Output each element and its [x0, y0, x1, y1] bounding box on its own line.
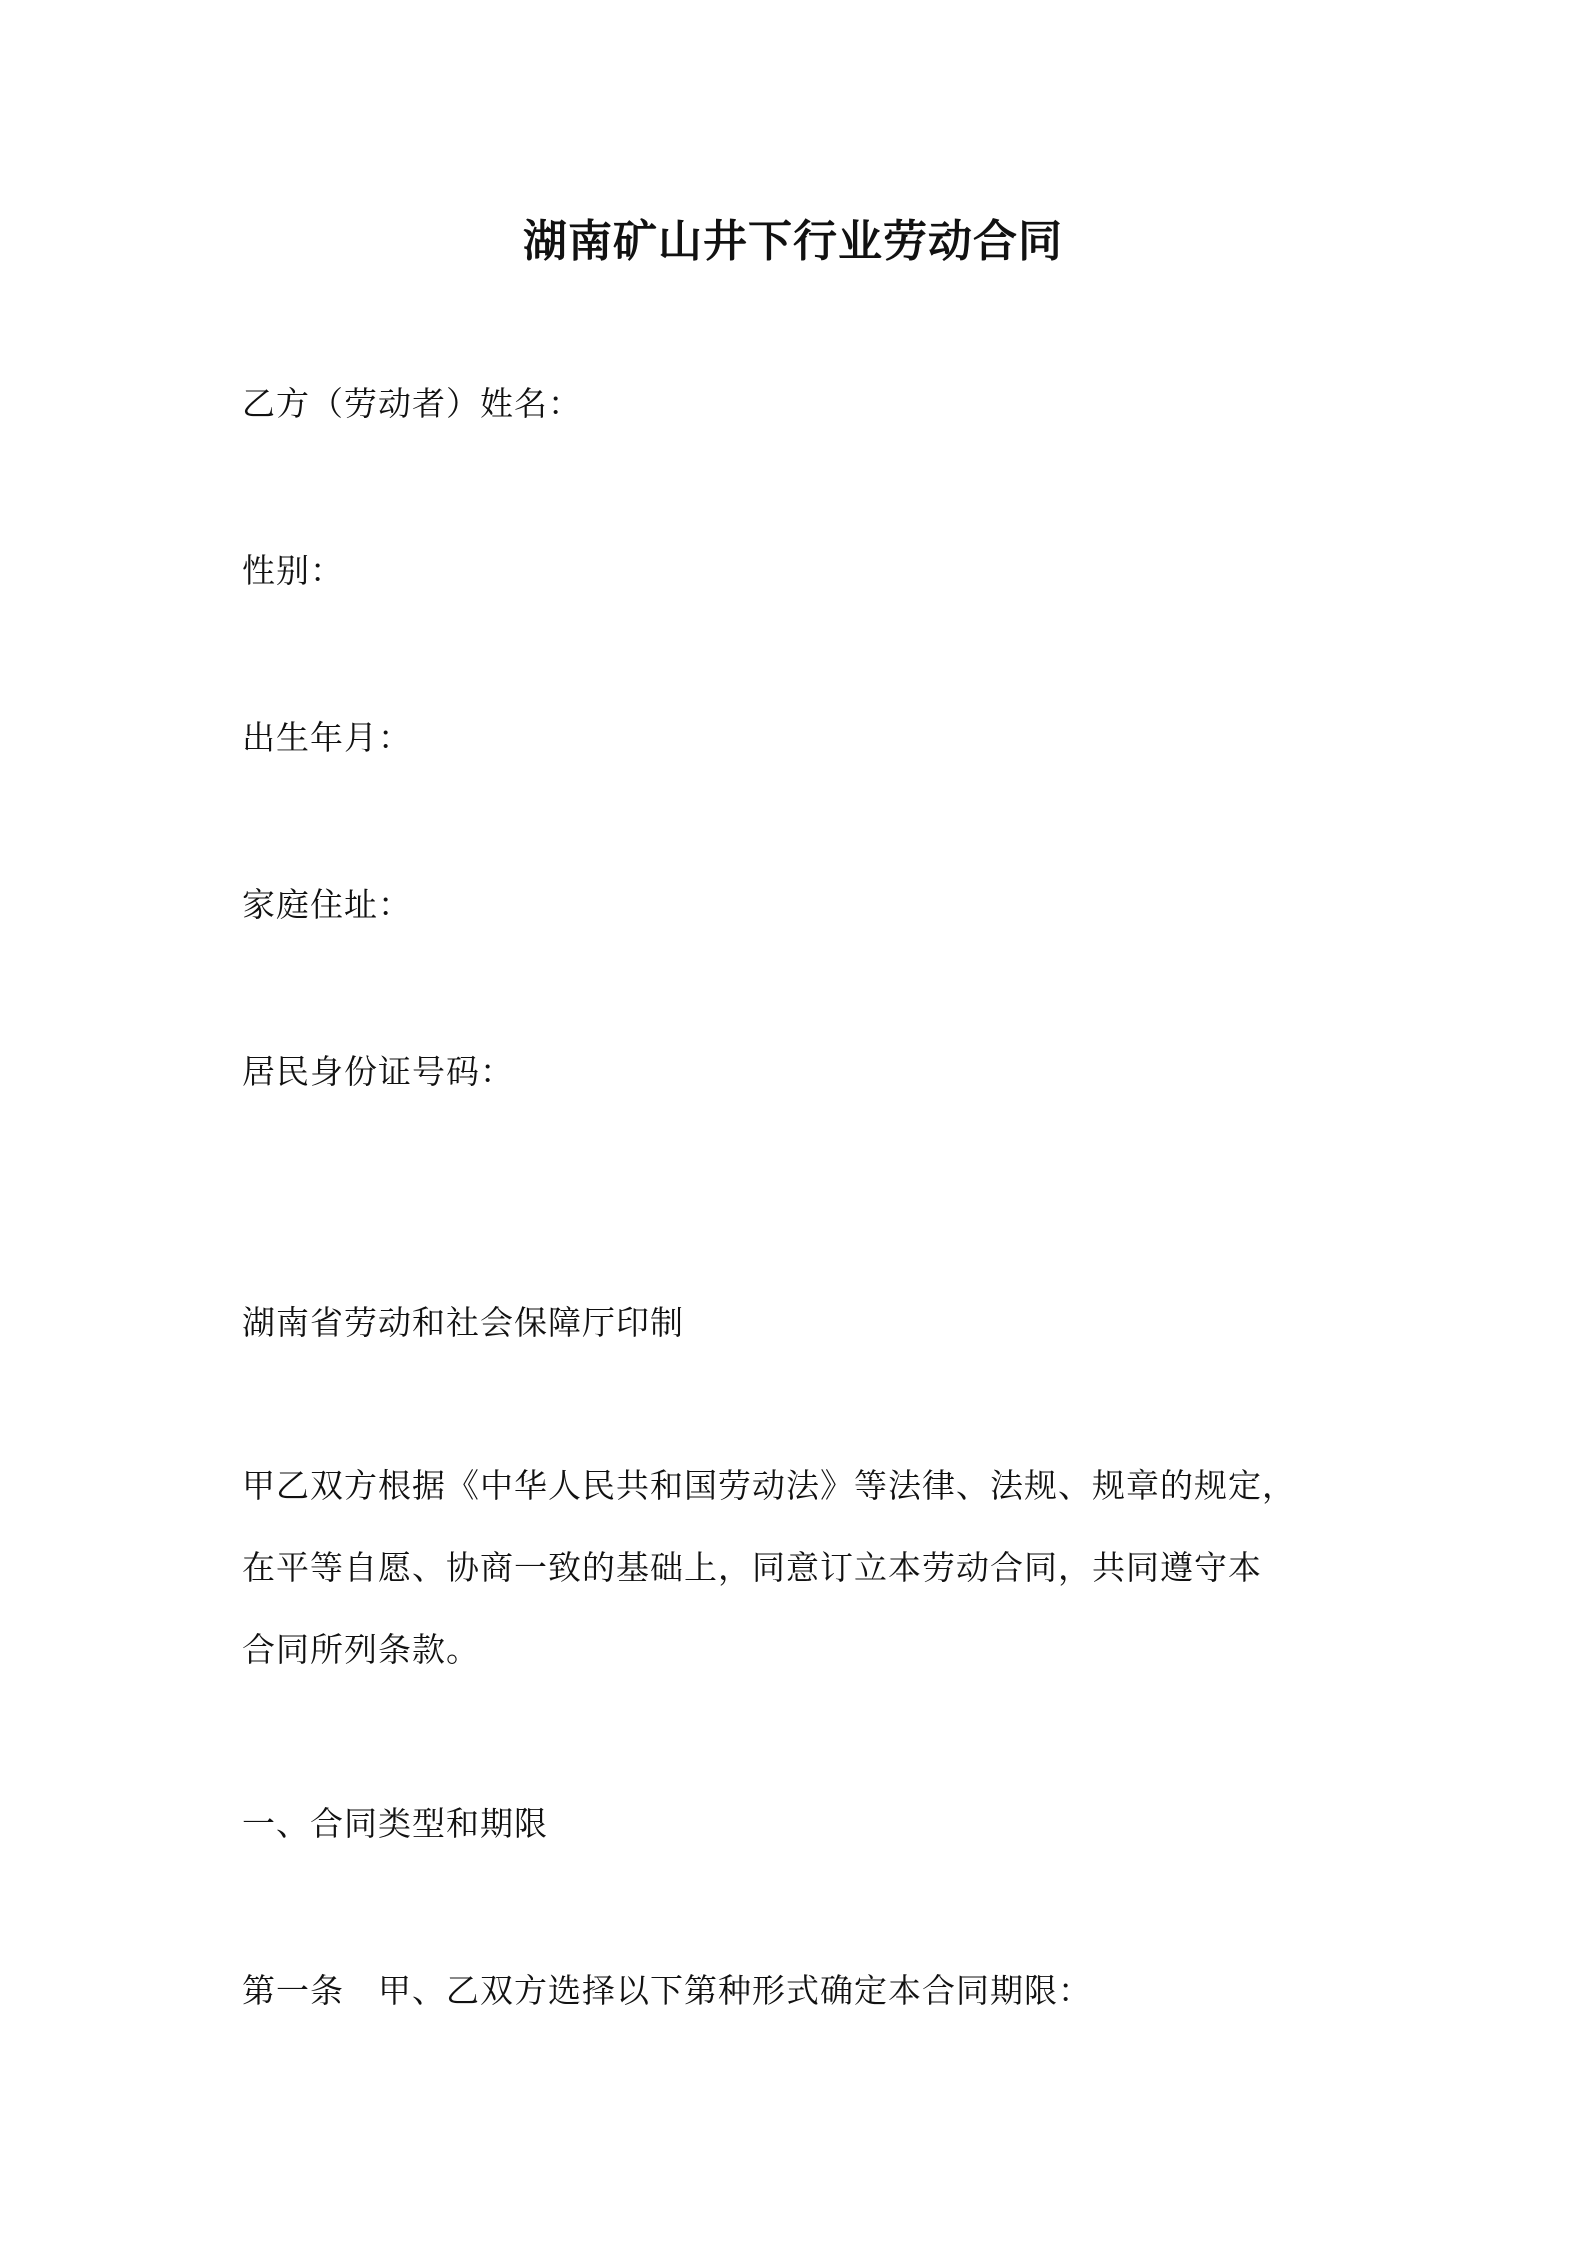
id-number-label: 居民身份证号码：	[242, 1052, 514, 1091]
preamble-paragraph	[242, 1445, 1372, 1691]
home-address-label: 家庭住址：	[242, 885, 412, 924]
issuer-line: 湖南省劳动和社会保障厅印制	[242, 1303, 684, 1342]
document-title: 湖南矿山井下行业劳动合同	[523, 216, 1063, 267]
preamble-line: 在平等自愿、协商一致的基础上，同意订立本劳动合同，共同遵守本	[242, 1548, 1262, 1587]
worker-name-label: 乙方（劳动者）姓名：	[242, 384, 582, 423]
preamble-line: 合同所列条款。	[242, 1630, 480, 1669]
article-one: 第一条 甲、乙双方选择以下第种形式确定本合同期限：	[242, 1971, 1092, 2010]
preamble-line: 甲乙双方根据《中华人民共和国劳动法》等法律、法规、规章的规定，	[242, 1466, 1296, 1505]
gender-label: 性别：	[242, 551, 344, 590]
section-heading: 一、合同类型和期限	[242, 1804, 548, 1843]
birth-date-label: 出生年月：	[242, 718, 412, 757]
